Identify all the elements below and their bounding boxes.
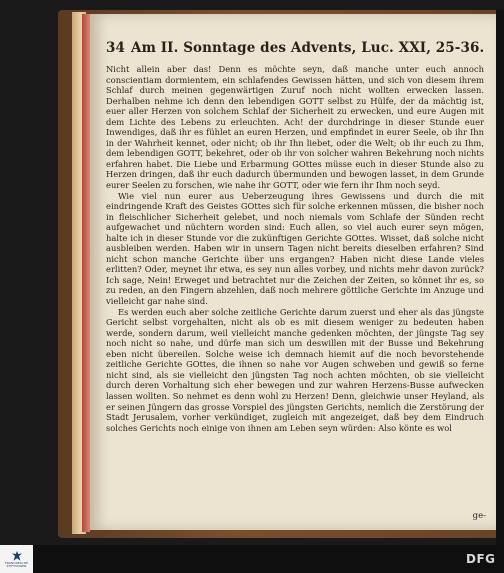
red-page-edge bbox=[82, 14, 90, 532]
paragraph: Es werden euch aber solche zeitliche Gerichte darum zuerst und eher als das jüngste Gericht selbst vorgehalten, nicht als ob es mit diesem weniger zu bedeuten haben werde, sondern darum, weil vielleicht manche gedenken möchten, der jüngste Tag sey noch nicht so nahe, und dürfe man sich um deswillen mit der Busse und Bekehrung eben nicht übereilen. Solche weise ich demnach hiemit auf die noch bevorstehende zeitliche Gerichte GOttes, die ihnen so nahe vor Augen schweben und gewiß so ferne nicht sind, als sie vielleicht den jüngsten Tag noch achten möchten, ob sie vielleicht durch deren Vorhaltung sich eher bewegen und zur wahren Herzens-Busse aufwecken lassen wollten. So nehmet es denn wohl zu Herzen! Denn, gleichwie unser Heyland, als er seinen Jüngern das grosse Vorspiel des jüngsten Gerichts, nemlich die Zerstörung der Stadt Jerusalem, vorher verkündiget, zugleich mit angezeiget, daß bey dem Eindruch solches Gerichts noch einige von ihnen am Leben seyn würden: Also könte es wol bbox=[106, 306, 484, 433]
running-title: Am II. Sonntage des Advents, Luc. XXI, 25-36. bbox=[131, 40, 485, 56]
footer-bar bbox=[0, 545, 504, 573]
paragraph: Wie viel nun eurer aus Ueberzeugung ihres Gewissens und durch die mit eindringende Kraft des Geistes GOttes sich für solche erkennen müssen, die bisher noch in fleischlicher Sicherheit gelebet, und noch niemals vom Schlafe der Sünden recht aufgewachet und nüchtern worden sind: Euch allen, so viel auch eurer seyn mögen, halte ich in dieser Stunde vor die zukünftigen Gerichte GOttes. Wisset, daß solche nicht ausbleiben werden. Haben wir in unsern Tagen nicht bereits dieselben erfahren? Sind nicht schon manche Gerichte über uns ergangen? Haben nicht diese Lande vieles erlitten? Oder, meynet ihr etwa, es sey nun alles vorbey, und nichts mehr davon zurück? Ich sage, Nein! Erweget und betrachtet nur die Zeichen der Zeiten, so könnet ihr es, so zu reden, an den Fingern abzehlen, daß noch mehrere göttliche Gerichte im Anzuge und vielleicht gar nahe sind. bbox=[106, 190, 484, 307]
catchword: ge- bbox=[472, 511, 486, 521]
library-logo[interactable] bbox=[0, 545, 33, 573]
dfg-logo[interactable]: DFG bbox=[466, 552, 496, 566]
page-number: 34 bbox=[106, 40, 125, 56]
library-logo-text: STIFTUNGEN bbox=[6, 564, 27, 568]
eagle-icon bbox=[11, 550, 23, 562]
page-header bbox=[106, 40, 486, 60]
body-text bbox=[106, 64, 484, 433]
right-margin bbox=[496, 10, 504, 545]
library-logo-text: FRANCKESCHE bbox=[4, 560, 29, 565]
book-page bbox=[90, 14, 496, 530]
paragraph: Nicht allein aber das! Denn es möchte seyn, daß manche unter euch annoch conscientiam dormientem, ein schlafendes Gewissen hätten, und sich von diesem ihrem Schlaf durch meinen gegenwärtigen Zuruf noch nicht wollten erwecken lassen. Derhalben nehme ich denn den lebendigen GOTT selbst zu Hülfe, der da mächtig ist, euer aller Herzen von solchem Schlaf der Sicherheit zu erwecken, und eure Augen mit dem Lichte des Lebens zu erleuchten. Ach! der durchdringe in dieser Stunde euer Inwendiges, daß ihr es fühlet an euren Herzen, und empfindet in eurer Seele, ob ihr Ihn in der Wahrheit kennet, oder nicht; ob ihr Ihn liebet, oder die Welt; ob ihr euch zu Ihm, dem lebendigen GOTT, bekehret, oder ob ihr von solcher wahren Bekehrung noch nichts erfahren habet. Die Liebe und Erbarmung GOttes müsse euch in dieser Stunde also zu Herzen dringen, daß ihr euch dadurch übermunden und bewogen lasset, in dem Grunde eurer Seelen zu forschen, wie nahe ihr GOTT, oder wie fern ihr Ihm noch seyd. bbox=[106, 64, 484, 191]
